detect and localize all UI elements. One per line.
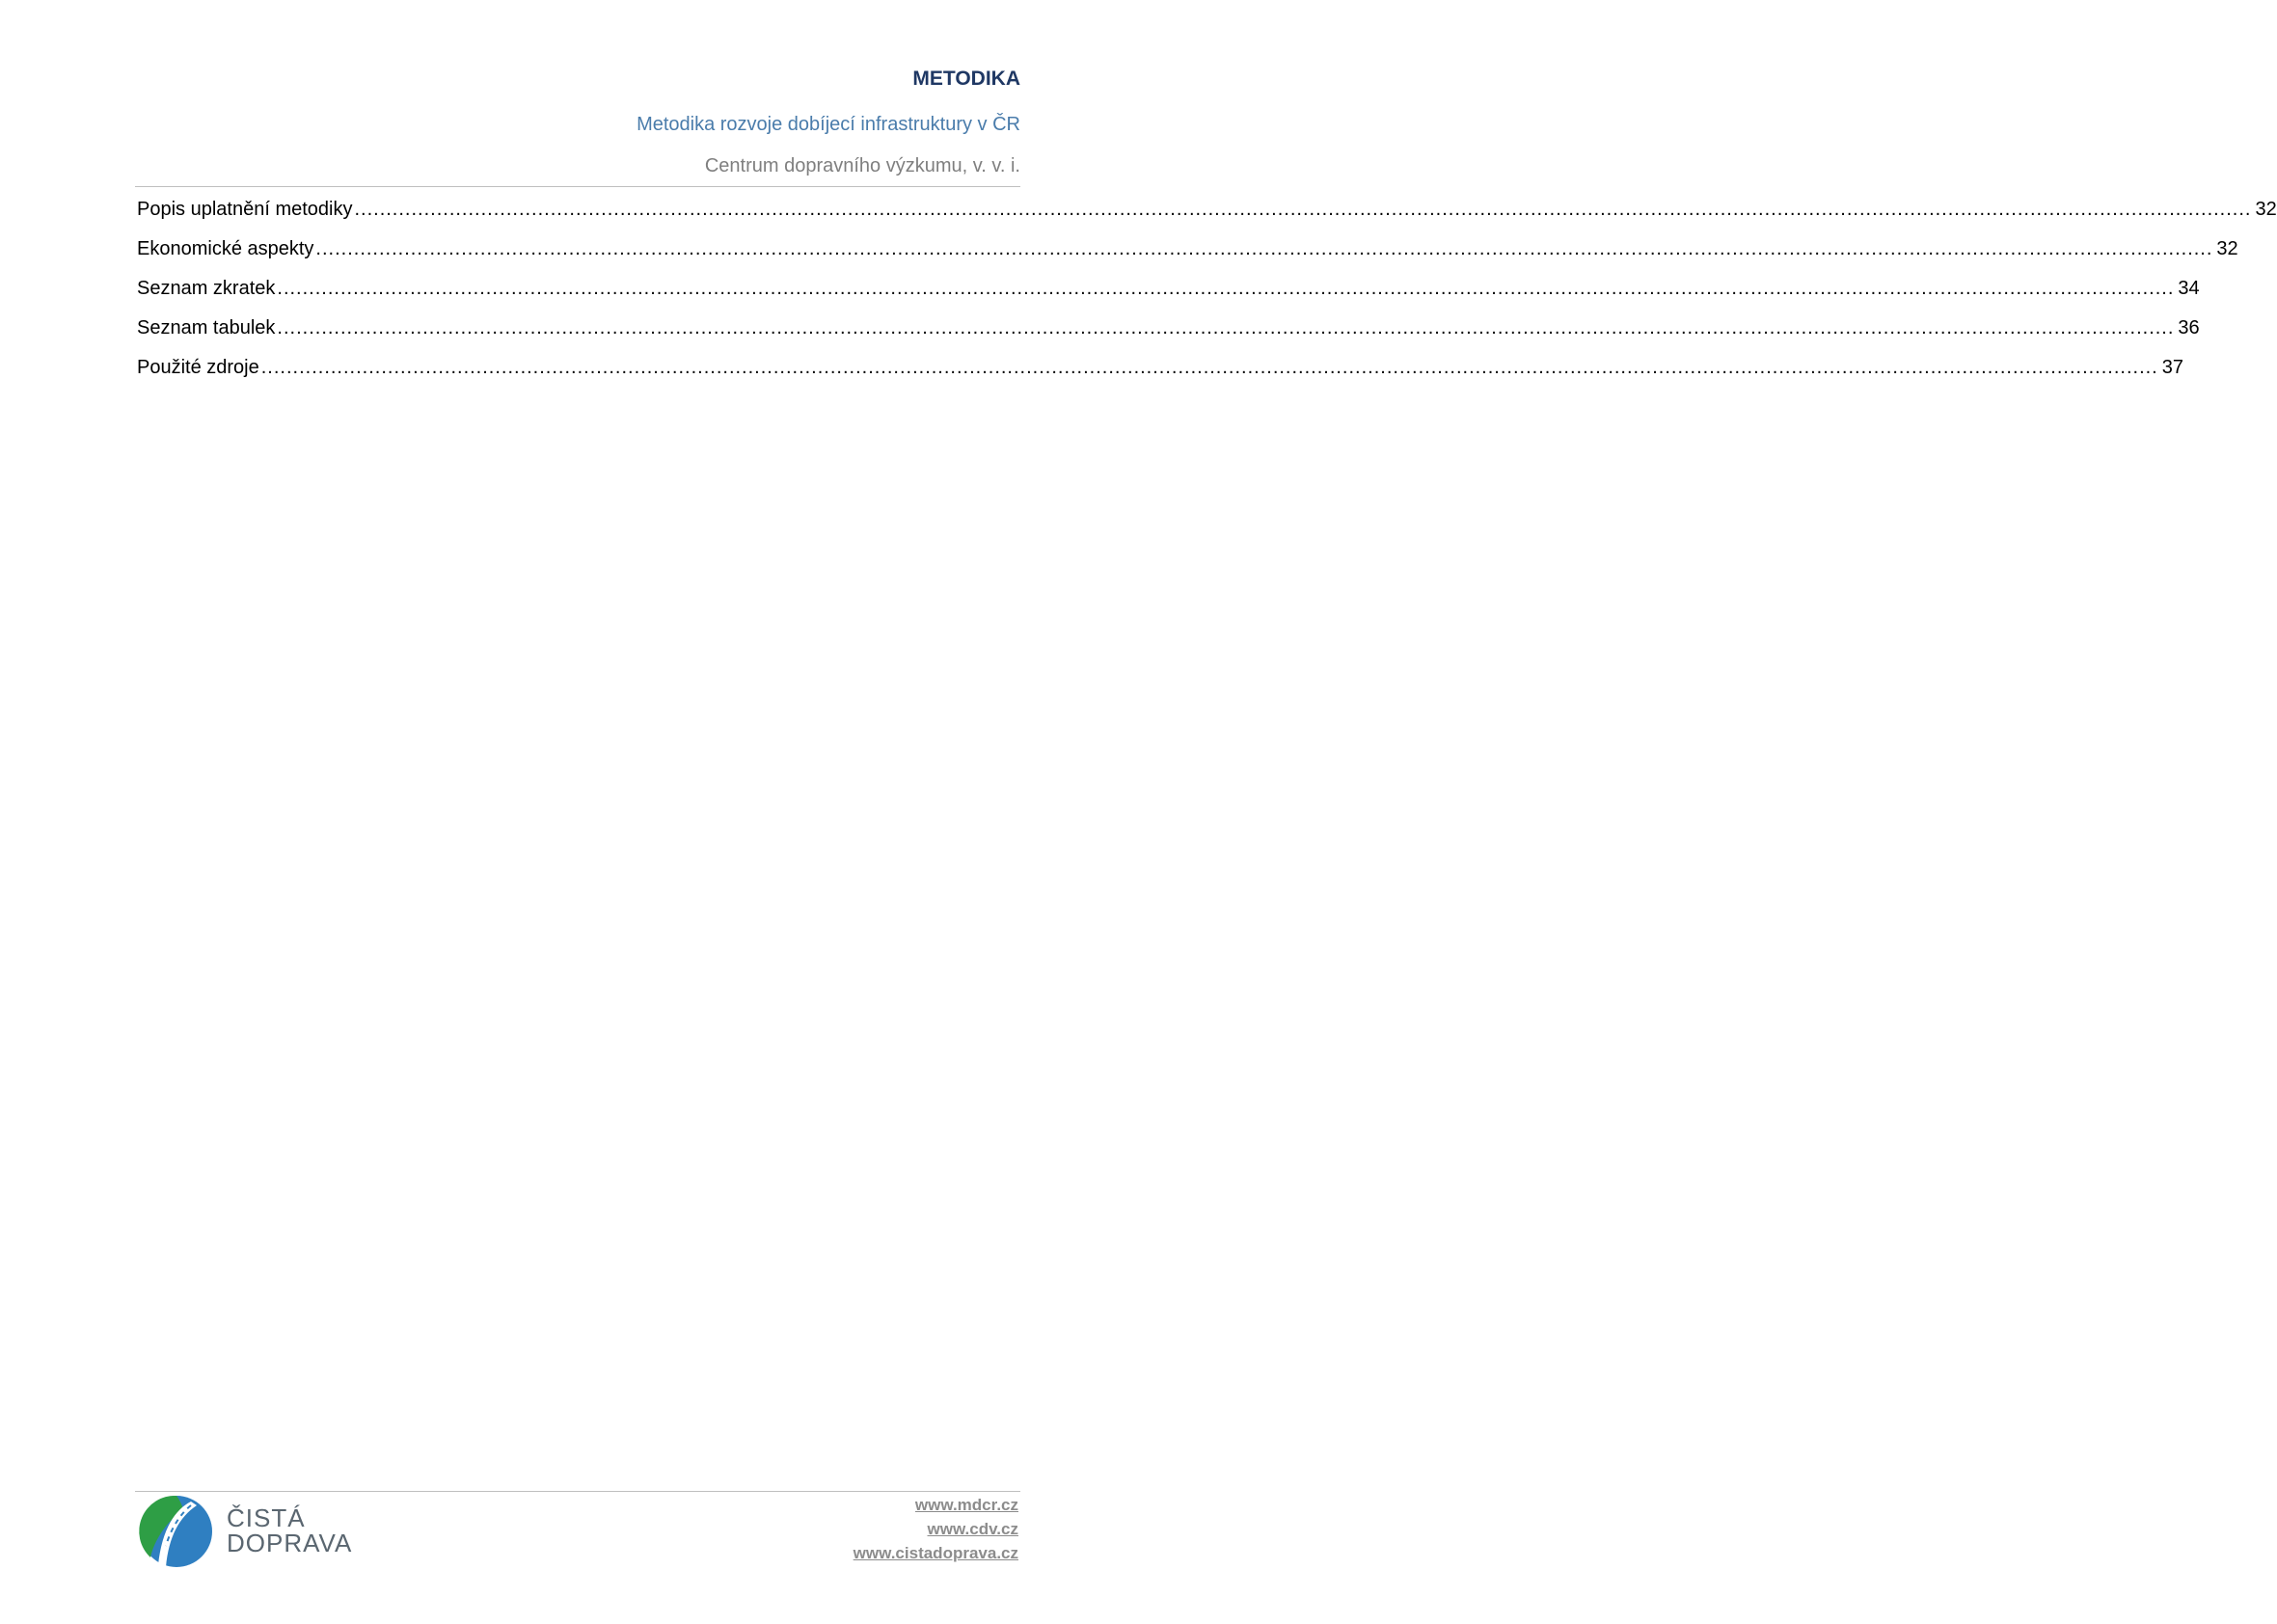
road-logo-icon — [137, 1494, 216, 1569]
toc-entry[interactable] — [137, 317, 2200, 357]
logo-text-line1: ČISTÁ — [227, 1503, 306, 1532]
header-divider — [135, 186, 1020, 187]
toc-entry-label: Popis uplatnění metodiky — [137, 199, 353, 220]
logo-text-line2: DOPRAVA — [227, 1529, 353, 1557]
toc-entry[interactable] — [137, 278, 2200, 317]
toc-entry-page: 36 — [2178, 317, 2200, 338]
footer-links — [854, 1493, 1018, 1565]
toc-dot-leader: ............................................................................................................................................................................................................................................................................................................ — [354, 199, 2252, 220]
organization-name: Centrum dopravního výzkumu, v. v. i. — [704, 155, 1020, 176]
toc-entry-page: 34 — [2178, 278, 2200, 299]
toc-entry[interactable] — [137, 199, 2277, 238]
footer-divider — [135, 1491, 1020, 1492]
toc-dot-leader: ............................................................................................................................................................................................................................................................................................................ — [315, 238, 2213, 259]
toc-entry-label: Ekonomické aspekty — [137, 238, 314, 259]
document-title: METODIKA — [912, 68, 1020, 90]
toc-entry-page: 37 — [2161, 357, 2183, 378]
toc-entry-label: Seznam zkratek — [137, 278, 276, 299]
link-mdcr[interactable]: www.mdcr.cz — [914, 1496, 1018, 1514]
logo-wordmark — [227, 1505, 352, 1556]
toc-dot-leader: ............................................................................................................................................................................................................................................................................................................ — [277, 317, 2175, 338]
table-of-contents — [137, 199, 2277, 396]
link-cistadoprava[interactable]: www.cistadoprava.cz — [853, 1544, 1018, 1562]
cista-doprava-logo — [137, 1494, 368, 1571]
document-subtitle: Metodika rozvoje dobíjecí infrastruktury v ČR — [637, 114, 1020, 135]
toc-dot-leader: ............................................................................................................................................................................................................................................................................................................ — [260, 357, 2158, 378]
toc-dot-leader: ............................................................................................................................................................................................................................................................................................................ — [277, 278, 2175, 299]
toc-entry-page: 32 — [2216, 238, 2238, 259]
toc-entry[interactable] — [137, 238, 2238, 278]
link-cdv[interactable]: www.cdv.cz — [927, 1520, 1018, 1538]
toc-entry-label: Použité zdroje — [137, 357, 259, 378]
toc-entry-page: 32 — [2255, 199, 2277, 220]
toc-entry[interactable] — [137, 357, 2183, 396]
toc-entry-label: Seznam tabulek — [137, 317, 276, 338]
